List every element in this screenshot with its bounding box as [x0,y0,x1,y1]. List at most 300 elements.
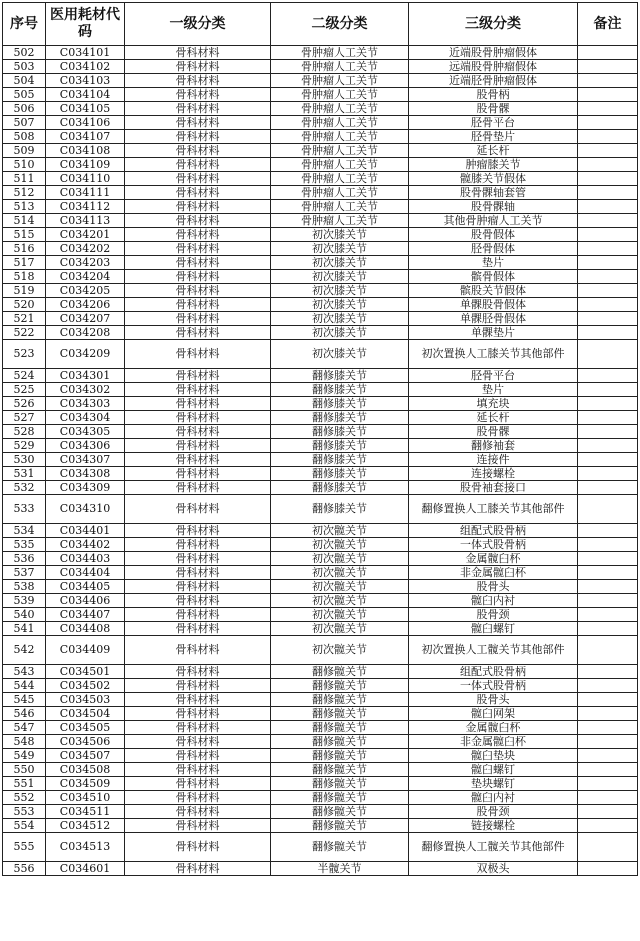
cell-code: C034402 [46,538,125,552]
cell-level2: 翻修髋关节 [271,777,409,791]
table-header [3,3,638,46]
cell-index: 537 [3,566,46,580]
cell-level3: 单髁垫片 [409,326,578,340]
cell-level1: 骨科材料 [125,383,271,397]
cell-index: 528 [3,425,46,439]
cell-level1: 骨科材料 [125,369,271,383]
cell-remark [578,805,638,819]
cell-level3: 初次置换人工膝关节其他部件 [409,340,578,369]
cell-level1: 骨科材料 [125,721,271,735]
cell-level3: 髌股关节假体 [409,284,578,298]
cell-level1: 骨科材料 [125,298,271,312]
header-row [3,3,638,46]
cell-level3: 股骨髁轴 [409,200,578,214]
table-row [3,158,638,172]
cell-remark [578,411,638,425]
cell-code: C034106 [46,116,125,130]
cell-level3: 股骨颈 [409,805,578,819]
cell-level1: 骨科材料 [125,186,271,200]
cell-index: 540 [3,608,46,622]
cell-level1: 骨科材料 [125,411,271,425]
cell-remark [578,186,638,200]
cell-remark [578,707,638,721]
cell-level2: 骨肿瘤人工关节 [271,214,409,228]
cell-level3: 股骨头 [409,580,578,594]
cell-code: C034403 [46,552,125,566]
cell-code: C034111 [46,186,125,200]
cell-level1: 骨科材料 [125,102,271,116]
cell-level1: 骨科材料 [125,777,271,791]
cell-code: C034405 [46,580,125,594]
cell-index: 532 [3,481,46,495]
cell-index: 542 [3,636,46,665]
table-row [3,397,638,411]
cell-level3: 翻修置换人工髋关节其他部件 [409,833,578,862]
cell-remark [578,862,638,876]
cell-remark [578,679,638,693]
cell-code: C034508 [46,763,125,777]
cell-level2: 初次髋关节 [271,552,409,566]
table-row [3,256,638,270]
cell-index: 531 [3,467,46,481]
cell-level3: 单髁股骨假体 [409,298,578,312]
cell-remark [578,763,638,777]
table-row [3,425,638,439]
cell-code: C034209 [46,340,125,369]
cell-level2: 骨肿瘤人工关节 [271,172,409,186]
table-row [3,467,638,481]
cell-level1: 骨科材料 [125,326,271,340]
cell-code: C034307 [46,453,125,467]
cell-index: 548 [3,735,46,749]
header-level2: 二级分类 [271,3,409,46]
cell-index: 547 [3,721,46,735]
cell-index: 556 [3,862,46,876]
cell-level3: 延长杆 [409,144,578,158]
cell-level3: 初次置换人工髋关节其他部件 [409,636,578,665]
table-row [3,735,638,749]
cell-level2: 骨肿瘤人工关节 [271,186,409,200]
cell-remark [578,439,638,453]
cell-level1: 骨科材料 [125,270,271,284]
cell-level2: 初次膝关节 [271,228,409,242]
cell-index: 510 [3,158,46,172]
cell-level3: 一体式股骨柄 [409,679,578,693]
cell-level1: 骨科材料 [125,862,271,876]
cell-level1: 骨科材料 [125,665,271,679]
cell-code: C034301 [46,369,125,383]
cell-level1: 骨科材料 [125,580,271,594]
cell-level3: 远端股骨肿瘤假体 [409,60,578,74]
cell-code: C034502 [46,679,125,693]
cell-level3: 髋臼垫块 [409,749,578,763]
cell-index: 512 [3,186,46,200]
cell-level2: 翻修膝关节 [271,369,409,383]
cell-remark [578,791,638,805]
cell-level3: 非金属髋臼杯 [409,566,578,580]
cell-level2: 翻修髋关节 [271,679,409,693]
cell-level2: 翻修髋关节 [271,707,409,721]
cell-code: C034204 [46,270,125,284]
cell-index: 523 [3,340,46,369]
cell-remark [578,228,638,242]
cell-code: C034506 [46,735,125,749]
cell-level1: 骨科材料 [125,116,271,130]
table-row [3,608,638,622]
cell-level1: 骨科材料 [125,819,271,833]
cell-level1: 骨科材料 [125,636,271,665]
cell-code: C034513 [46,833,125,862]
cell-index: 513 [3,200,46,214]
cell-index: 539 [3,594,46,608]
cell-code: C034505 [46,721,125,735]
cell-level1: 骨科材料 [125,538,271,552]
cell-index: 555 [3,833,46,862]
cell-level3: 股骨髁 [409,102,578,116]
cell-remark [578,88,638,102]
cell-code: C034207 [46,312,125,326]
cell-index: 504 [3,74,46,88]
cell-code: C034101 [46,46,125,60]
cell-index: 525 [3,383,46,397]
cell-remark [578,693,638,707]
table-row [3,763,638,777]
table-row [3,594,638,608]
cell-level2: 初次膝关节 [271,340,409,369]
table-row [3,538,638,552]
cell-index: 527 [3,411,46,425]
cell-remark [578,749,638,763]
header-code: 医用耗材代码 [46,3,125,46]
cell-remark [578,256,638,270]
cell-code: C034409 [46,636,125,665]
cell-remark [578,622,638,636]
cell-level2: 翻修髋关节 [271,819,409,833]
cell-level3: 非金属髋臼杯 [409,735,578,749]
cell-level3: 延长杆 [409,411,578,425]
cell-level2: 初次髋关节 [271,524,409,538]
table-row [3,707,638,721]
cell-remark [578,284,638,298]
table-row [3,693,638,707]
cell-level3: 髋臼螺钉 [409,763,578,777]
cell-level3: 髋臼螺钉 [409,622,578,636]
cell-remark [578,383,638,397]
cell-level2: 翻修膝关节 [271,383,409,397]
cell-remark [578,594,638,608]
cell-remark [578,636,638,665]
cell-code: C034601 [46,862,125,876]
cell-code: C034512 [46,819,125,833]
table-row [3,721,638,735]
cell-level1: 骨科材料 [125,158,271,172]
cell-level3: 髌骨假体 [409,270,578,284]
table-row [3,214,638,228]
cell-code: C034108 [46,144,125,158]
cell-code: C034406 [46,594,125,608]
cell-level1: 骨科材料 [125,46,271,60]
table-row [3,411,638,425]
cell-level2: 骨肿瘤人工关节 [271,116,409,130]
cell-remark [578,144,638,158]
cell-level2: 翻修髋关节 [271,791,409,805]
cell-level3: 髋臼网架 [409,707,578,721]
cell-level1: 骨科材料 [125,144,271,158]
cell-index: 546 [3,707,46,721]
cell-code: C034205 [46,284,125,298]
cell-level3: 一体式股骨柄 [409,538,578,552]
cell-level3: 股骨袖套接口 [409,481,578,495]
cell-index: 514 [3,214,46,228]
cell-remark [578,46,638,60]
cell-level2: 半髋关节 [271,862,409,876]
cell-level2: 翻修膝关节 [271,425,409,439]
cell-level2: 翻修膝关节 [271,439,409,453]
cell-index: 522 [3,326,46,340]
cell-index: 517 [3,256,46,270]
table-row [3,60,638,74]
cell-index: 524 [3,369,46,383]
cell-code: C034201 [46,228,125,242]
cell-level3: 连接件 [409,453,578,467]
cell-level3: 髋膝关节假体 [409,172,578,186]
table-row [3,791,638,805]
cell-level1: 骨科材料 [125,74,271,88]
table-row [3,453,638,467]
cell-remark [578,566,638,580]
cell-level2: 骨肿瘤人工关节 [271,130,409,144]
table-row [3,270,638,284]
cell-level3: 近端胫骨肿瘤假体 [409,74,578,88]
cell-level1: 骨科材料 [125,340,271,369]
cell-remark [578,172,638,186]
cell-level2: 翻修髋关节 [271,721,409,735]
cell-code: C034306 [46,439,125,453]
table-row [3,552,638,566]
cell-level2: 翻修膝关节 [271,495,409,524]
cell-index: 536 [3,552,46,566]
table-row [3,88,638,102]
cell-code: C034112 [46,200,125,214]
table-row [3,74,638,88]
cell-level3: 股骨髁轴套管 [409,186,578,200]
cell-level3: 金属髋臼杯 [409,552,578,566]
cell-level1: 骨科材料 [125,467,271,481]
cell-code: C034310 [46,495,125,524]
cell-remark [578,298,638,312]
cell-level3: 填充块 [409,397,578,411]
table-row [3,172,638,186]
table-row [3,200,638,214]
header-level1: 一级分类 [125,3,271,46]
cell-level2: 骨肿瘤人工关节 [271,102,409,116]
cell-level2: 翻修髋关节 [271,735,409,749]
cell-level3: 股骨颈 [409,608,578,622]
cell-level3: 胫骨假体 [409,242,578,256]
cell-code: C034507 [46,749,125,763]
table-row [3,102,638,116]
cell-index: 538 [3,580,46,594]
table-row [3,862,638,876]
cell-index: 511 [3,172,46,186]
cell-index: 534 [3,524,46,538]
cell-level1: 骨科材料 [125,552,271,566]
cell-level1: 骨科材料 [125,566,271,580]
cell-remark [578,214,638,228]
cell-level2: 初次髋关节 [271,622,409,636]
cell-level3: 单髁胫骨假体 [409,312,578,326]
cell-remark [578,369,638,383]
cell-code: C034102 [46,60,125,74]
cell-code: C034302 [46,383,125,397]
cell-level1: 骨科材料 [125,693,271,707]
cell-remark [578,467,638,481]
cell-level2: 初次膝关节 [271,298,409,312]
cell-code: C034501 [46,665,125,679]
table-row [3,665,638,679]
cell-level1: 骨科材料 [125,88,271,102]
cell-level1: 骨科材料 [125,622,271,636]
cell-level2: 翻修髋关节 [271,665,409,679]
cell-remark [578,495,638,524]
cell-level2: 翻修膝关节 [271,411,409,425]
cell-level3: 近端股骨肿瘤假体 [409,46,578,60]
cell-code: C034303 [46,397,125,411]
cell-code: C034104 [46,88,125,102]
cell-level1: 骨科材料 [125,749,271,763]
table-row [3,144,638,158]
cell-level3: 翻修袖套 [409,439,578,453]
cell-index: 550 [3,763,46,777]
cell-level1: 骨科材料 [125,524,271,538]
cell-index: 535 [3,538,46,552]
cell-level1: 骨科材料 [125,791,271,805]
cell-level2: 骨肿瘤人工关节 [271,144,409,158]
cell-level3: 股骨柄 [409,88,578,102]
cell-level1: 骨科材料 [125,242,271,256]
cell-code: C034511 [46,805,125,819]
cell-index: 544 [3,679,46,693]
cell-level1: 骨科材料 [125,214,271,228]
cell-index: 520 [3,298,46,312]
table-row [3,130,638,144]
table-row [3,749,638,763]
cell-code: C034309 [46,481,125,495]
cell-level2: 翻修膝关节 [271,481,409,495]
cell-index: 553 [3,805,46,819]
cell-index: 552 [3,791,46,805]
cell-remark [578,397,638,411]
cell-remark [578,538,638,552]
cell-level1: 骨科材料 [125,130,271,144]
cell-code: C034110 [46,172,125,186]
table-row [3,833,638,862]
cell-level2: 初次膝关节 [271,242,409,256]
cell-level2: 骨肿瘤人工关节 [271,60,409,74]
cell-remark [578,481,638,495]
cell-level1: 骨科材料 [125,200,271,214]
cell-level1: 骨科材料 [125,608,271,622]
cell-remark [578,116,638,130]
cell-remark [578,326,638,340]
table-body [3,46,638,876]
table-row [3,284,638,298]
cell-code: C034103 [46,74,125,88]
cell-level1: 骨科材料 [125,425,271,439]
cell-level2: 骨肿瘤人工关节 [271,46,409,60]
cell-code: C034208 [46,326,125,340]
cell-level1: 骨科材料 [125,172,271,186]
table-row [3,46,638,60]
cell-remark [578,721,638,735]
cell-index: 518 [3,270,46,284]
cell-code: C034109 [46,158,125,172]
cell-code: C034503 [46,693,125,707]
cell-level1: 骨科材料 [125,228,271,242]
cell-level3: 股骨头 [409,693,578,707]
cell-remark [578,130,638,144]
cell-code: C034401 [46,524,125,538]
cell-code: C034504 [46,707,125,721]
cell-level3: 髋臼内衬 [409,594,578,608]
table-row [3,340,638,369]
cell-index: 545 [3,693,46,707]
cell-index: 519 [3,284,46,298]
cell-level3: 垫块螺钉 [409,777,578,791]
table-row [3,481,638,495]
cell-level3: 其他骨肿瘤人工关节 [409,214,578,228]
cell-code: C034408 [46,622,125,636]
cell-code: C034203 [46,256,125,270]
cell-index: 551 [3,777,46,791]
cell-remark [578,312,638,326]
cell-code: C034107 [46,130,125,144]
table-row [3,622,638,636]
cell-remark [578,608,638,622]
cell-index: 521 [3,312,46,326]
table-row [3,805,638,819]
table-row [3,298,638,312]
cell-level2: 翻修髋关节 [271,749,409,763]
cell-code: C034113 [46,214,125,228]
cell-remark [578,524,638,538]
table-row [3,819,638,833]
cell-remark [578,340,638,369]
cell-level2: 翻修膝关节 [271,397,409,411]
cell-remark [578,242,638,256]
cell-level2: 翻修髋关节 [271,833,409,862]
table-row [3,228,638,242]
cell-level1: 骨科材料 [125,60,271,74]
cell-remark [578,453,638,467]
cell-index: 506 [3,102,46,116]
cell-level2: 骨肿瘤人工关节 [271,88,409,102]
cell-code: C034305 [46,425,125,439]
cell-level3: 髋臼内衬 [409,791,578,805]
table-row [3,580,638,594]
cell-level2: 骨肿瘤人工关节 [271,74,409,88]
cell-level2: 翻修膝关节 [271,453,409,467]
cell-code: C034407 [46,608,125,622]
cell-level2: 翻修髋关节 [271,805,409,819]
cell-remark [578,200,638,214]
cell-level1: 骨科材料 [125,679,271,693]
cell-level2: 初次髋关节 [271,566,409,580]
cell-level3: 连接螺栓 [409,467,578,481]
table-row [3,524,638,538]
cell-code: C034202 [46,242,125,256]
cell-level2: 初次髋关节 [271,538,409,552]
